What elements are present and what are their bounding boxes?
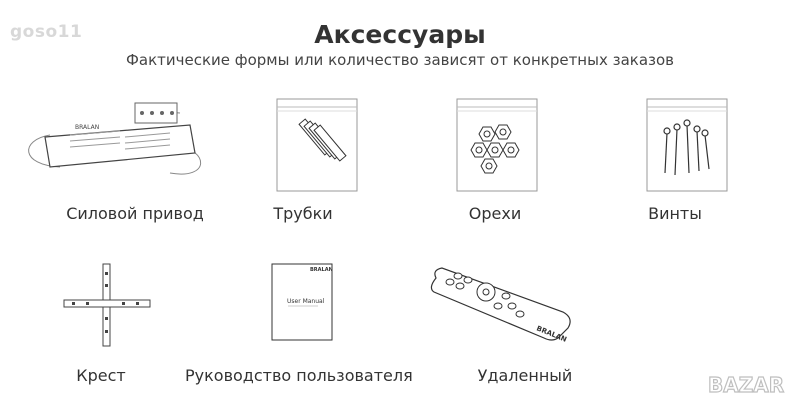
bazar-logo-text: BAZAR [708, 373, 785, 397]
bazar-logo [704, 368, 796, 398]
label-cross: Крест [76, 366, 126, 385]
page-title: Аксессуары [314, 20, 486, 49]
page-subtitle: Фактические формы или количество зависят от конкретных заказов [125, 51, 675, 69]
manual-title-text: User Manual [287, 298, 325, 305]
accessory-remote [428, 262, 578, 347]
accessory-power-driver [20, 95, 220, 195]
label-screws: Винты [648, 204, 702, 223]
label-nuts: Орехи [468, 204, 522, 223]
watermark-text: goso11 [10, 22, 83, 42]
manual-brand-text: BRALAN [310, 267, 333, 273]
power-driver-icon [20, 95, 220, 195]
tubes-bag-icon [275, 95, 360, 195]
accessory-nuts [455, 95, 540, 195]
bazar-logo-icon [704, 368, 796, 398]
label-tubes: Трубки [273, 204, 333, 223]
label-power-driver: Силовой привод [66, 204, 204, 223]
user-manual-icon [270, 262, 335, 342]
accessory-cross [60, 262, 155, 347]
cross-connector-icon [60, 262, 155, 347]
screws-bag-icon [645, 95, 730, 195]
nuts-bag-icon [455, 95, 540, 195]
accessory-tubes [275, 95, 360, 195]
label-manual: Руководство пользователя [185, 366, 413, 385]
accessory-screws [645, 95, 730, 195]
remote-control-icon [428, 262, 578, 347]
accessory-manual [270, 262, 335, 342]
label-remote: Удаленный [477, 366, 573, 385]
driver-brand-text: BRALAN [75, 124, 100, 131]
remote-brand-text: BRALAN [535, 324, 568, 344]
